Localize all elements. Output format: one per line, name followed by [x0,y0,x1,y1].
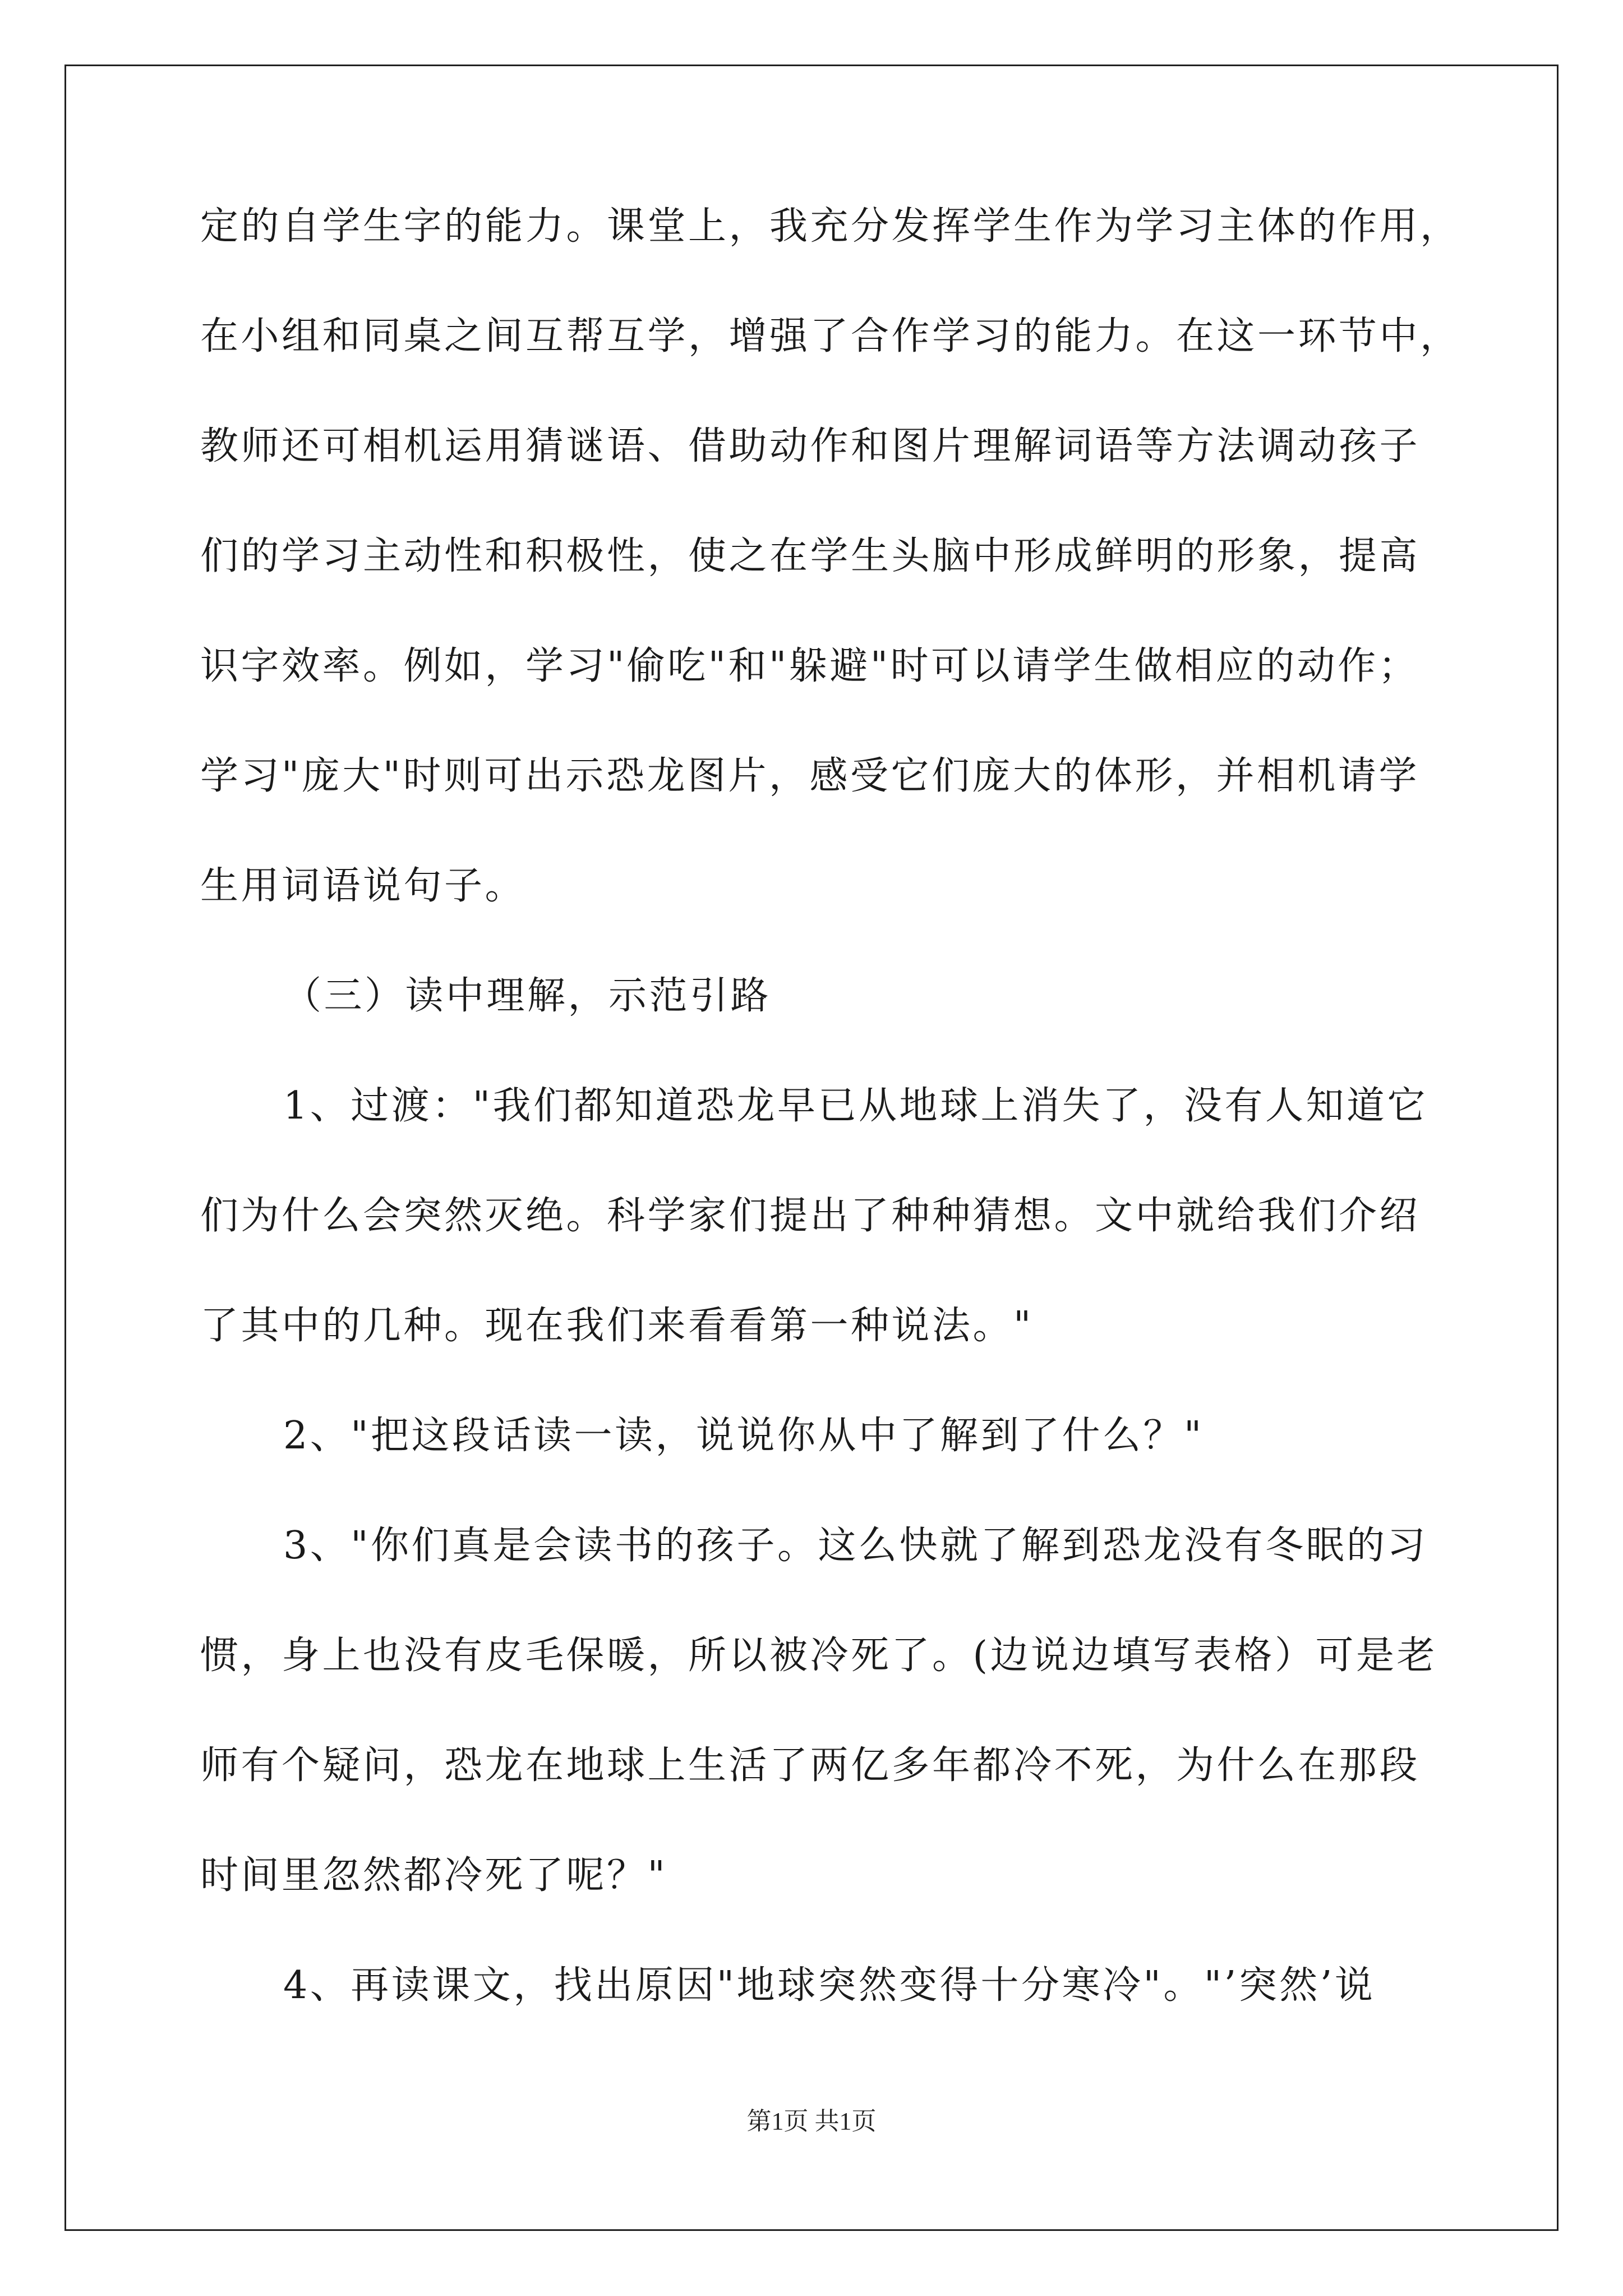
section-heading: （三）读中理解，示范引路 [283,974,772,1018]
text-line: 定的自学生字的能力。课堂上，我充分发挥学生作为学习主体的作用， [200,204,1461,249]
text-line: 了其中的几种。现在我们来看看第一种说法。" [200,1304,1034,1348]
text-line: 教师还可相机运用猜谜语、借助动作和图片理解词语等方法调动孩子 [200,424,1421,468]
text-line: 们为什么会突然灭绝。科学家们提出了种种猜想。文中就给我们介绍 [200,1194,1421,1238]
text-line: 时间里忽然都冷死了呢？" [200,1853,668,1898]
text-line: 在小组和同桌之间互帮互学，增强了合作学习的能力。在这一环节中， [200,314,1461,358]
text-line: 2、"把这段话读一读，说说你从中了解到了什么？" [283,1414,1204,1458]
text-line: 3、"你们真是会读书的孩子。这么快就了解到恐龙没有冬眠的习 [283,1524,1428,1568]
text-line: 学习"庞大"时则可出示恐龙图片，感受它们庞大的体形，并相机请学 [200,754,1420,798]
text-line: 生用词语说句子。 [200,864,526,908]
text-line: 惯，身上也没有皮毛保暖，所以被冷死了。(边说边填写表格）可是老 [200,1634,1438,1678]
page-border [64,65,1559,2231]
text-line: 师有个疑问，恐龙在地球上生活了两亿多年都冷不死，为什么在那段 [200,1743,1421,1788]
text-line: 识字效率。例如，学习"偷吃"和"躲避"时可以请学生做相应的动作； [200,644,1419,688]
text-line: 4、再读课文，找出原因"地球突然变得十分寒冷"。"’突然’说 [283,1963,1376,2008]
page-number: 第1页 共1页 [746,2108,877,2135]
text-line: 们的学习主动性和积极性，使之在学生头脑中形成鲜明的形象，提高 [200,534,1421,578]
text-line: 1、过渡："我们都知道恐龙早已从地球上消失了，没有人知道它 [283,1084,1428,1128]
